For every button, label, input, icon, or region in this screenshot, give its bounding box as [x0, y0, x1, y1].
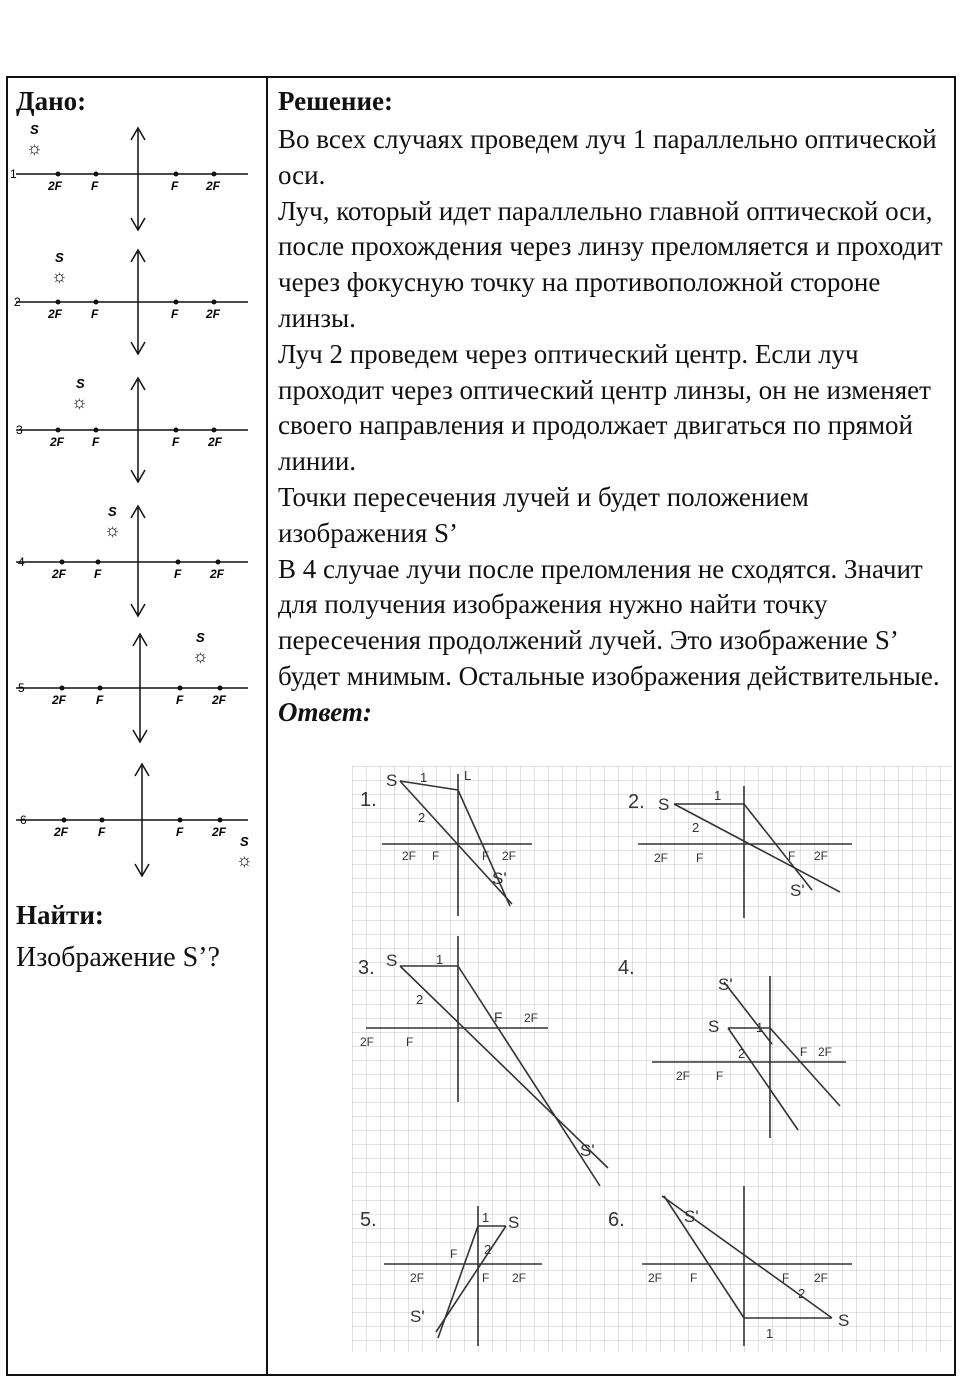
case-6-label-2f-right: 2F [212, 825, 227, 839]
sketch-1-2f-left: 2F [402, 849, 417, 863]
case-2-source-label: S [55, 250, 64, 265]
sketch-5-image: S' [410, 1307, 425, 1326]
solution-paragraph-4: Точки пересечения лучей и будет положением изображения S’ [278, 481, 809, 548]
sketch-2-image: S' [790, 881, 805, 900]
case-1-label-2f-right: 2F [206, 179, 221, 193]
case-6-source-label: S [240, 834, 249, 849]
case-6-number: 6 [20, 813, 27, 827]
find-text: Изображение S’? [16, 942, 220, 973]
sketch-5-f-left: F [450, 1247, 458, 1261]
sketch-2-f-left: F [696, 851, 704, 865]
case-5-label-f-right: F [176, 693, 184, 707]
case-6-diagram [16, 764, 253, 876]
sketch-6-2f-right: 2F [814, 1271, 829, 1285]
case-1-label-f-left: F [91, 179, 99, 193]
case-5-source-label: S [196, 630, 205, 645]
case-2-label-f-left: F [91, 307, 99, 321]
sketch-1-lens: L [464, 768, 472, 783]
case-6-label-f-left: F [98, 825, 106, 839]
sketch-1-f-right: F [482, 849, 490, 863]
sketch-1-ray-2: 2 [418, 810, 426, 825]
case-2-source-icon: ☼ [51, 266, 68, 286]
sketch-2-number: 2. [628, 791, 645, 813]
case-2-label-2f-left: 2F [48, 307, 63, 321]
case-2-label-f-right: F [171, 307, 179, 321]
solution-header: Решение: [278, 86, 393, 116]
sketch-4-source: S [708, 1017, 720, 1036]
given-column [8, 80, 264, 1370]
sketch-5-ray-1: 1 [482, 1210, 490, 1225]
case-5-label-2f-right: 2F [212, 693, 227, 707]
sketch-3-f-right: F [494, 1009, 503, 1025]
case-4-source-icon: ☼ [104, 520, 121, 540]
solution-column [270, 80, 954, 1370]
sketch-6-f-right: F [782, 1271, 790, 1285]
sketch-3-2f-right: 2F [524, 1011, 539, 1025]
sketch-4-number: 4. [618, 957, 635, 979]
case-5-source-icon: ☼ [192, 646, 209, 666]
case-2-label-2f-right: 2F [206, 307, 221, 321]
sketch-5-2f-left: 2F [410, 1271, 425, 1285]
sketch-3-2f-left: 2F [360, 1035, 375, 1049]
solution-paragraph-1: Во всех случаях проведем луч 1 параллельно оптической оси. [278, 124, 937, 190]
case-6-label-f-right: F [176, 825, 184, 839]
case-3-number: 3 [16, 423, 23, 437]
find-header: Найти: [16, 900, 104, 930]
answer-sketches [352, 766, 952, 1366]
sketch-1-2f-right: 2F [502, 849, 517, 863]
sketch-6-image: S' [684, 1207, 699, 1226]
case-2-diagram [14, 250, 248, 354]
sketch-5-2f-right: 2F [512, 1271, 527, 1285]
case-6-label-2f-left: 2F [54, 825, 69, 839]
sketch-4-f-left: F [716, 1069, 724, 1083]
case-1-number: 1 [10, 167, 17, 181]
sketch-2-2f-left: 2F [654, 851, 669, 865]
sketch-2-source: S [658, 795, 670, 814]
case-3-diagram [16, 376, 248, 482]
sketch-6-ray-1: 1 [766, 1326, 774, 1341]
case-5-diagram [16, 630, 248, 742]
sketch-4-ray-2: 2 [738, 1046, 746, 1061]
column-divider [266, 76, 268, 1376]
case-4-diagram [16, 504, 248, 616]
sketch-6-2f-left: 2F [648, 1271, 663, 1285]
sketch-3-source: S [386, 951, 398, 970]
sketch-1-number: 1. [360, 789, 377, 811]
sketch-5-ray-2: 2 [484, 1242, 492, 1257]
sketch-3-image: S' [580, 1141, 595, 1160]
sketch-4-image: S' [718, 975, 733, 994]
case-5-label-2f-left: 2F [52, 693, 67, 707]
case-6-source-icon: ☼ [236, 850, 253, 870]
sketch-3-f-left: F [406, 1035, 414, 1049]
sketch-6-f-left: F [690, 1271, 698, 1285]
case-4-label-2f-left: 2F [52, 567, 67, 581]
given-diagrams [8, 120, 264, 920]
sketch-2-ray-2: 2 [692, 820, 700, 835]
case-4-source-label: S [108, 504, 117, 519]
case-5-number: 5 [18, 681, 25, 695]
given-header: Дано: [16, 86, 87, 116]
case-2-number: 2 [14, 295, 21, 309]
sketch-2-2f-right: 2F [814, 849, 829, 863]
case-4-number: 4 [18, 555, 25, 569]
case-1-source-label: S [30, 122, 39, 137]
case-4-label-2f-right: 2F [210, 567, 225, 581]
sketch-1-ray-1: 1 [420, 770, 428, 785]
sketch-5-number: 5. [360, 1209, 377, 1231]
sketch-4-2f-left: 2F [676, 1069, 691, 1083]
sketch-4-2f-right: 2F [818, 1045, 833, 1059]
sketch-3-ray-2: 2 [416, 992, 424, 1007]
sketch-2-f-right: F [788, 849, 796, 863]
sketch-4-f-right: F [800, 1045, 808, 1059]
sketch-1-f-left: F [432, 849, 440, 863]
case-3-source-label: S [76, 376, 85, 391]
case-3-label-2f-left: 2F [50, 435, 65, 449]
sketch-6-source: S [838, 1311, 850, 1330]
case-4-label-f-right: F [174, 567, 182, 581]
sketch-6-ray-2: 2 [798, 1286, 806, 1301]
sketch-1-image: S' [492, 869, 507, 888]
solution-text [278, 122, 948, 731]
sketch-5-f-right: F [482, 1271, 490, 1285]
case-3-label-2f-right: 2F [208, 435, 223, 449]
case-3-label-f-right: F [172, 435, 180, 449]
sketch-3-ray-1: 1 [436, 952, 444, 967]
case-1-diagram [10, 122, 248, 230]
answer-label: Ответ: [278, 696, 372, 727]
sketch-1-source: S [386, 771, 398, 790]
solution-paragraph-5: В 4 случае лучи после преломления не сходятся. Значит для получения изображения нужно найти точку пересечения продолжений лучей. Это изображение S’ будет мнимым. Остальные изображения действительные. [278, 553, 940, 691]
sketch-2-ray-1: 1 [714, 788, 722, 803]
solution-paragraph-3: Луч 2 проведем через оптический центр. Если луч проходит через оптический центр линзы, он не изменяет своего направления и продолжает двигаться по прямой линии. [278, 338, 931, 477]
case-1-source-icon: ☼ [26, 138, 43, 158]
sketch-3-number: 3. [358, 957, 375, 979]
sketch-5-source: S [508, 1213, 520, 1232]
case-5-label-f-left: F [96, 693, 104, 707]
case-3-label-f-left: F [92, 435, 100, 449]
case-1-label-2f-left: 2F [48, 179, 63, 193]
case-3-source-icon: ☼ [71, 392, 88, 412]
solution-paragraph-2: Луч, который идет параллельно главной оптической оси, после прохождения через линзу преломляется и проходит через фокусную точку на противоположной стороне линзы. [278, 195, 943, 333]
sketch-6-number: 6. [608, 1209, 625, 1231]
case-4-label-f-left: F [94, 567, 102, 581]
sketch-4-ray-1: 1 [756, 1020, 764, 1035]
case-1-label-f-right: F [171, 179, 179, 193]
